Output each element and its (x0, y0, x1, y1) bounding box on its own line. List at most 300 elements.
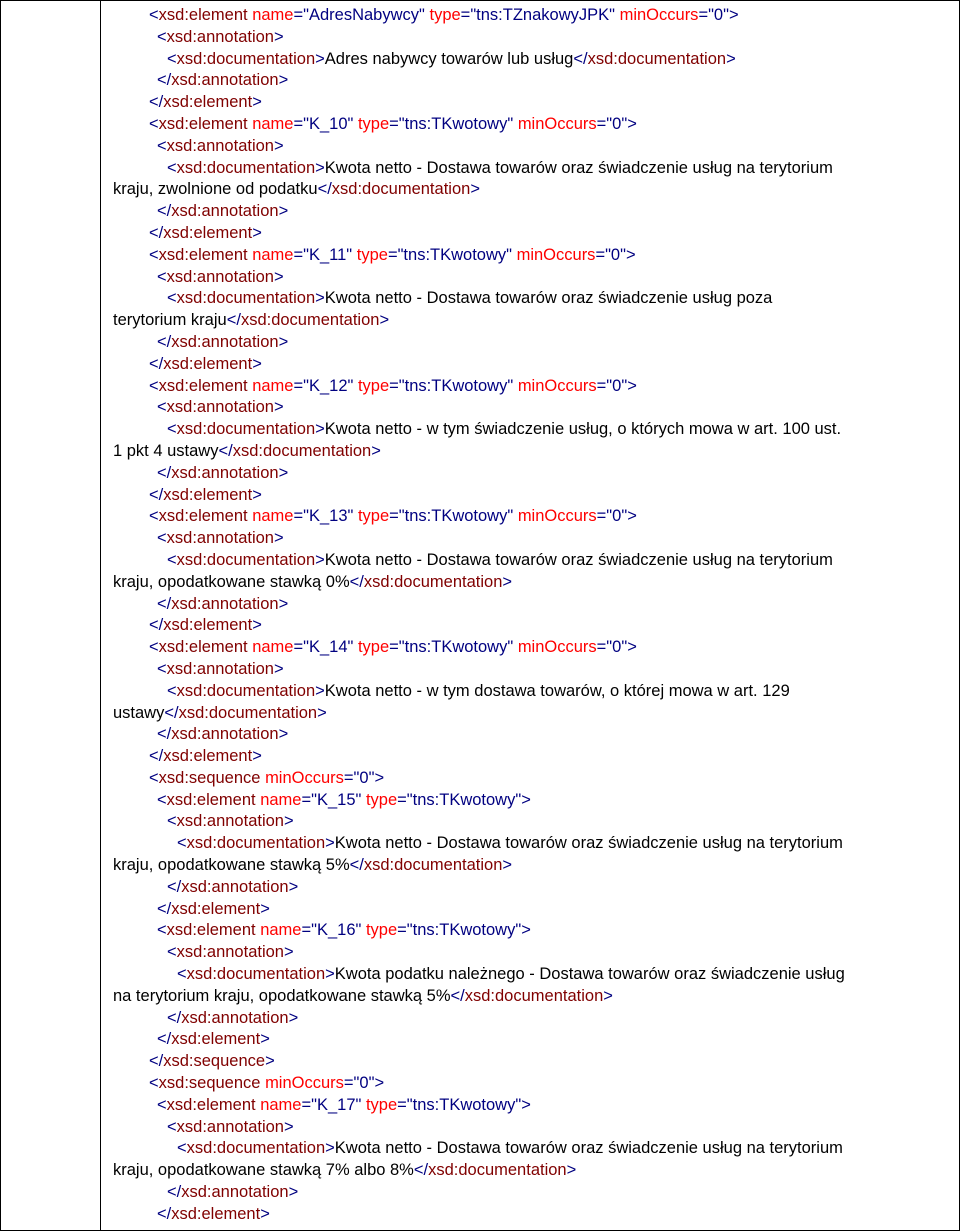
annotation-open-line (113, 942, 953, 964)
attr-name: name (260, 790, 302, 809)
bracket: > (325, 965, 335, 984)
bracket: < (167, 943, 177, 962)
tag-name: xsd:annotation (166, 136, 274, 155)
tag-name: xsd:documentation (186, 1139, 326, 1158)
tag-name: xsd:element (158, 114, 248, 133)
equals: = (389, 638, 399, 657)
bracket: > (288, 877, 299, 896)
tag-name: xsd:documentation (464, 986, 604, 1005)
bracket: > (470, 180, 480, 199)
equals: = (293, 114, 304, 133)
bracket: < (167, 550, 177, 569)
xsd-code-block (113, 5, 953, 1226)
tag-name: xsd:element (158, 245, 248, 264)
attr-name: type (357, 114, 390, 133)
equals: = (596, 638, 607, 657)
bracket: > (627, 376, 637, 395)
bracket: > (566, 1161, 577, 1180)
attr-name: type (365, 790, 398, 809)
tag-name: xsd:element (158, 507, 248, 526)
attr-value: "0" (606, 638, 628, 657)
bracket: </ (413, 1161, 429, 1180)
documentation-text: Kwota netto - Dostawa towarów oraz świadczenie usług na terytorium (324, 158, 833, 177)
tag-name: xsd:documentation (240, 311, 380, 330)
element-open-line (113, 5, 953, 27)
tag-name: xsd:annotation (171, 463, 279, 482)
bracket: < (177, 834, 187, 853)
tag-name: xsd:element (163, 616, 253, 635)
bracket: > (278, 332, 289, 351)
attr-value: "K_16" (311, 921, 362, 940)
element-close-line (113, 223, 953, 245)
bracket: > (278, 463, 289, 482)
documentation-text: Kwota netto - w tym świadczenie usług, o których mowa w art. 100 ust. (324, 420, 842, 439)
bracket: </ (149, 93, 164, 112)
bracket: </ (349, 856, 364, 875)
tag-name: xsd:element (163, 223, 253, 242)
equals: = (293, 638, 304, 657)
bracket: > (315, 289, 325, 308)
attr-value: "K_17" (311, 1095, 362, 1114)
bracket: < (157, 529, 167, 548)
bracket: > (603, 986, 613, 1005)
bracket: </ (149, 354, 164, 373)
annotation-open-line (113, 659, 953, 681)
tag-name: xsd:element (166, 790, 256, 809)
bracket: </ (167, 877, 182, 896)
equals: = (397, 1095, 407, 1114)
element-open-line (113, 114, 953, 136)
element-close-line (113, 746, 953, 768)
tag-name: xsd:annotation (166, 27, 274, 46)
equals: = (387, 245, 398, 264)
attr-name: name (252, 114, 294, 133)
tag-name: xsd:element (163, 747, 253, 766)
bracket: < (167, 158, 177, 177)
tag-name: xsd:annotation (171, 594, 279, 613)
bracket: </ (157, 725, 172, 744)
annotation-open-line (113, 27, 953, 49)
annotation-close-line (113, 877, 953, 899)
element-close-line (113, 485, 953, 507)
element-close-line (113, 615, 953, 637)
attr-value: "tns:TKwotowy" (406, 1095, 522, 1114)
tag-name: xsd:sequence (158, 1074, 261, 1093)
tag-name: xsd:documentation (232, 441, 372, 460)
documentation-line (113, 1138, 953, 1160)
equals: = (343, 1074, 354, 1093)
attr-name: name (252, 507, 294, 526)
documentation-text: Kwota netto - w tym dostawa towarów, o której mowa w art. 129 (324, 681, 790, 700)
equals: = (343, 768, 354, 787)
attr-name: minOccurs (265, 768, 344, 787)
attr-value: "tns:TKwotowy" (406, 790, 522, 809)
tag-name: xsd:documentation (587, 49, 727, 68)
bracket: < (157, 27, 167, 46)
bracket: </ (317, 180, 332, 199)
bracket: < (157, 398, 167, 417)
bracket: < (149, 376, 159, 395)
attr-name: type (357, 638, 390, 657)
bracket: </ (149, 485, 164, 504)
equals: = (596, 376, 607, 395)
documentation-continuation-line (113, 572, 953, 594)
equals: = (301, 921, 312, 940)
documentation-text: Kwota podatku należnego - Dostawa towarów oraz świadczenie usług (334, 965, 845, 984)
bracket: > (325, 1139, 335, 1158)
bracket: < (149, 6, 159, 24)
bracket: > (325, 834, 335, 853)
tag-name: xsd:annotation (171, 71, 279, 90)
bracket: > (252, 354, 262, 373)
bracket: </ (157, 463, 172, 482)
bracket: < (167, 420, 177, 439)
attr-name: minOccurs (619, 6, 699, 24)
documentation-continuation-line (113, 703, 953, 725)
sequence-open-line (113, 1073, 953, 1095)
attr-value: "0" (605, 245, 626, 264)
bracket: </ (450, 986, 465, 1005)
bracket: > (278, 594, 289, 613)
documentation-text: Kwota netto - Dostawa towarów oraz świadczenie usług na terytorium (334, 1139, 843, 1158)
element-close-line (113, 1029, 953, 1051)
bracket: </ (157, 71, 172, 90)
tag-name: xsd:annotation (171, 332, 279, 351)
bracket: > (726, 49, 736, 68)
tag-name: xsd:annotation (166, 659, 274, 678)
tag-name: xsd:documentation (331, 180, 471, 199)
documentation-line (113, 288, 953, 310)
documentation-continuation-line (113, 1160, 953, 1182)
bracket: < (167, 289, 177, 308)
bracket: </ (157, 202, 172, 221)
tag-name: xsd:annotation (176, 812, 284, 831)
bracket: > (728, 6, 739, 24)
element-close-line (113, 899, 953, 921)
attr-name: minOccurs (517, 507, 597, 526)
equals: = (596, 507, 607, 526)
attr-name: type (365, 921, 398, 940)
equals: = (293, 6, 304, 24)
tag-name: xsd:documentation (186, 834, 326, 853)
documentation-line (113, 833, 953, 855)
bracket: < (157, 790, 167, 809)
bracket: > (315, 158, 325, 177)
tag-name: xsd:annotation (166, 398, 274, 417)
documentation-line (113, 49, 953, 71)
element-open-line (113, 245, 953, 267)
documentation-continuation-line (113, 179, 953, 201)
bracket: > (273, 267, 284, 286)
attr-value: "tns:TKwotowy" (398, 638, 514, 657)
bracket: < (149, 507, 159, 526)
tag-name: xsd:documentation (176, 550, 316, 569)
bracket: > (283, 1117, 294, 1136)
documentation-continuation-line (113, 986, 953, 1008)
bracket: </ (218, 441, 233, 460)
tag-name: xsd:documentation (186, 965, 326, 984)
sequence-open-line (113, 768, 953, 790)
annotation-close-line (113, 463, 953, 485)
bracket: < (157, 136, 167, 155)
documentation-text: kraju, opodatkowane stawką 0% (113, 572, 350, 591)
bracket: > (315, 681, 325, 700)
attr-value: "0" (606, 114, 628, 133)
tag-name: xsd:documentation (176, 420, 316, 439)
tag-name: xsd:annotation (171, 725, 279, 744)
attr-value: "0" (606, 376, 628, 395)
tag-name: xsd:annotation (171, 202, 279, 221)
attr-name: minOccurs (265, 1074, 344, 1093)
documentation-continuation-line (113, 855, 953, 877)
bracket: < (167, 681, 177, 700)
tag-name: xsd:annotation (176, 943, 284, 962)
bracket: > (502, 572, 513, 591)
bracket: < (149, 1074, 159, 1093)
tag-name: xsd:element (158, 376, 248, 395)
attr-name: name (252, 245, 294, 264)
bracket: </ (157, 1030, 172, 1049)
attr-name: name (252, 376, 294, 395)
bracket: </ (573, 49, 588, 68)
equals: = (460, 6, 471, 24)
equals: = (293, 507, 304, 526)
annotation-close-line (113, 594, 953, 616)
element-close-line (113, 1204, 953, 1226)
sequence-close-line (113, 1051, 953, 1073)
documentation-text: kraju, zwolnione od podatku (113, 180, 318, 199)
bracket: > (379, 311, 390, 330)
annotation-close-line (113, 332, 953, 354)
annotation-open-line (113, 1117, 953, 1139)
annotation-open-line (113, 811, 953, 833)
tag-name: xsd:element (171, 899, 261, 918)
documentation-line (113, 158, 953, 180)
tag-name: xsd:element (158, 638, 248, 657)
equals: = (397, 790, 407, 809)
tag-name: xsd:documentation (363, 856, 503, 875)
attr-name: minOccurs (517, 638, 597, 657)
equals: = (293, 245, 304, 264)
bracket: > (273, 27, 284, 46)
bracket: </ (167, 1183, 182, 1202)
documentation-text: 1 pkt 4 ustawy (113, 441, 219, 460)
bracket: < (157, 921, 167, 940)
attr-name: name (260, 1095, 302, 1114)
bracket: > (371, 441, 381, 460)
annotation-open-line (113, 397, 953, 419)
attr-name: name (252, 638, 294, 657)
documentation-text: kraju, opodatkowane stawką 5% (113, 856, 350, 875)
attr-value: "tns:TKwotowy" (398, 114, 514, 133)
bracket: > (283, 812, 294, 831)
equals: = (301, 1095, 312, 1114)
attr-value: "tns:TKwotowy" (397, 245, 512, 264)
tag-name: xsd:documentation (176, 681, 316, 700)
bracket: > (288, 1008, 299, 1027)
attr-name: type (365, 1095, 398, 1114)
equals: = (293, 376, 304, 395)
bracket: < (149, 245, 159, 264)
tag-name: xsd:annotation (181, 1183, 289, 1202)
bracket: < (167, 812, 177, 831)
attr-name: minOccurs (517, 114, 597, 133)
bracket: > (273, 136, 284, 155)
annotation-close-line (113, 1008, 953, 1030)
bracket: < (157, 659, 167, 678)
documentation-continuation-line (113, 441, 953, 463)
bracket: </ (164, 703, 179, 722)
annotation-open-line (113, 136, 953, 158)
bracket: < (177, 1139, 187, 1158)
attr-value: "tns:TZnakowyJPK" (470, 6, 615, 24)
attr-value: "K_15" (311, 790, 362, 809)
tag-name: xsd:annotation (181, 877, 289, 896)
tag-name: xsd:element (163, 354, 253, 373)
bracket: < (149, 114, 159, 133)
bracket: > (252, 93, 262, 112)
attr-value: "K_13" (303, 507, 354, 526)
bracket: > (521, 790, 531, 809)
tag-name: xsd:element (166, 921, 256, 940)
bracket: </ (149, 747, 164, 766)
attr-value: "0" (353, 1074, 375, 1093)
bracket: < (167, 49, 177, 68)
bracket: > (627, 114, 637, 133)
element-open-line (113, 920, 953, 942)
bracket: > (288, 1183, 299, 1202)
bracket: > (374, 768, 385, 787)
tag-name: xsd:annotation (176, 1117, 284, 1136)
tag-name: xsd:sequence (163, 1052, 266, 1071)
attr-name: type (357, 376, 390, 395)
bracket: < (149, 768, 159, 787)
annotation-open-line (113, 267, 953, 289)
documentation-text: Kwota netto - Dostawa towarów oraz świadczenie usług poza (324, 289, 773, 308)
documentation-line (113, 681, 953, 703)
attr-name: type (357, 507, 390, 526)
tag-name: xsd:element (166, 1095, 256, 1114)
bracket: > (278, 71, 289, 90)
bracket: </ (149, 223, 164, 242)
element-open-line (113, 790, 953, 812)
tag-name: xsd:element (171, 1204, 261, 1223)
bracket: > (278, 202, 289, 221)
documentation-line (113, 550, 953, 572)
bracket: </ (167, 1008, 182, 1027)
tag-name: xsd:documentation (176, 49, 316, 68)
tag-name: xsd:documentation (428, 1161, 567, 1180)
tag-name: xsd:documentation (363, 572, 503, 591)
bracket: > (521, 1095, 531, 1114)
bracket: </ (157, 899, 172, 918)
bracket: > (315, 420, 325, 439)
bracket: > (278, 725, 289, 744)
bracket: > (315, 550, 325, 569)
bracket: > (252, 747, 262, 766)
bracket: </ (157, 332, 172, 351)
tag-name: xsd:annotation (166, 529, 274, 548)
attr-name: name (260, 921, 302, 940)
tag-name: xsd:documentation (176, 289, 316, 308)
element-close-line (113, 92, 953, 114)
documentation-line (113, 964, 953, 986)
element-close-line (113, 354, 953, 376)
annotation-open-line (113, 528, 953, 550)
annotation-close-line (113, 70, 953, 92)
bracket: > (273, 659, 284, 678)
attr-value: "K_12" (303, 376, 354, 395)
attr-name: type (429, 6, 461, 24)
bracket: > (273, 398, 284, 417)
tag-name: xsd:sequence (158, 768, 261, 787)
attr-name: name (252, 6, 294, 24)
equals: = (389, 114, 399, 133)
element-open-line (113, 1095, 953, 1117)
bracket: > (273, 529, 284, 548)
documentation-text: na terytorium kraju, opodatkowane stawką 5% (113, 986, 451, 1005)
left-empty-cell (1, 1, 101, 1230)
attr-value: "AdresNabywcy" (303, 6, 425, 24)
annotation-close-line (113, 201, 953, 223)
documentation-text: Adres nabywcy towarów lub usług (324, 49, 574, 68)
bracket: > (252, 616, 262, 635)
equals: = (389, 376, 399, 395)
bracket: > (260, 1030, 270, 1049)
documentation-continuation-line (113, 310, 953, 332)
bracket: > (374, 1074, 385, 1093)
tag-name: xsd:annotation (181, 1008, 289, 1027)
element-open-line (113, 506, 953, 528)
bracket: < (157, 267, 167, 286)
bracket: > (502, 856, 513, 875)
tag-name: xsd:element (163, 93, 253, 112)
equals: = (698, 6, 709, 24)
attr-name: minOccurs (516, 245, 596, 264)
tag-name: xsd:annotation (166, 267, 274, 286)
attr-value: "0" (708, 6, 729, 24)
bracket: < (177, 965, 187, 984)
tag-name: xsd:element (171, 1030, 261, 1049)
bracket: > (265, 1052, 275, 1071)
bracket: > (625, 245, 636, 264)
bracket: < (149, 638, 159, 657)
documentation-text: Kwota netto - Dostawa towarów oraz świadczenie usług na terytorium (334, 834, 843, 853)
attr-value: "tns:TKwotowy" (406, 921, 522, 940)
attr-value: "0" (606, 507, 628, 526)
bracket: < (167, 1117, 177, 1136)
tag-name: xsd:element (163, 485, 253, 504)
element-open-line (113, 376, 953, 398)
attr-name: minOccurs (517, 376, 597, 395)
attr-value: "K_11" (303, 245, 353, 264)
bracket: > (260, 899, 270, 918)
bracket: > (315, 49, 325, 68)
attr-value: "tns:TKwotowy" (398, 507, 514, 526)
bracket: > (627, 638, 637, 657)
bracket: </ (226, 311, 241, 330)
equals: = (397, 921, 407, 940)
bracket: </ (349, 572, 364, 591)
attr-value: "K_14" (303, 638, 354, 657)
bracket: > (317, 703, 327, 722)
bracket: > (283, 943, 294, 962)
bracket: > (252, 223, 262, 242)
documentation-line (113, 419, 953, 441)
attr-value: "K_10" (303, 114, 354, 133)
tag-name: xsd:documentation (178, 703, 318, 722)
attr-value: "tns:TKwotowy" (398, 376, 514, 395)
